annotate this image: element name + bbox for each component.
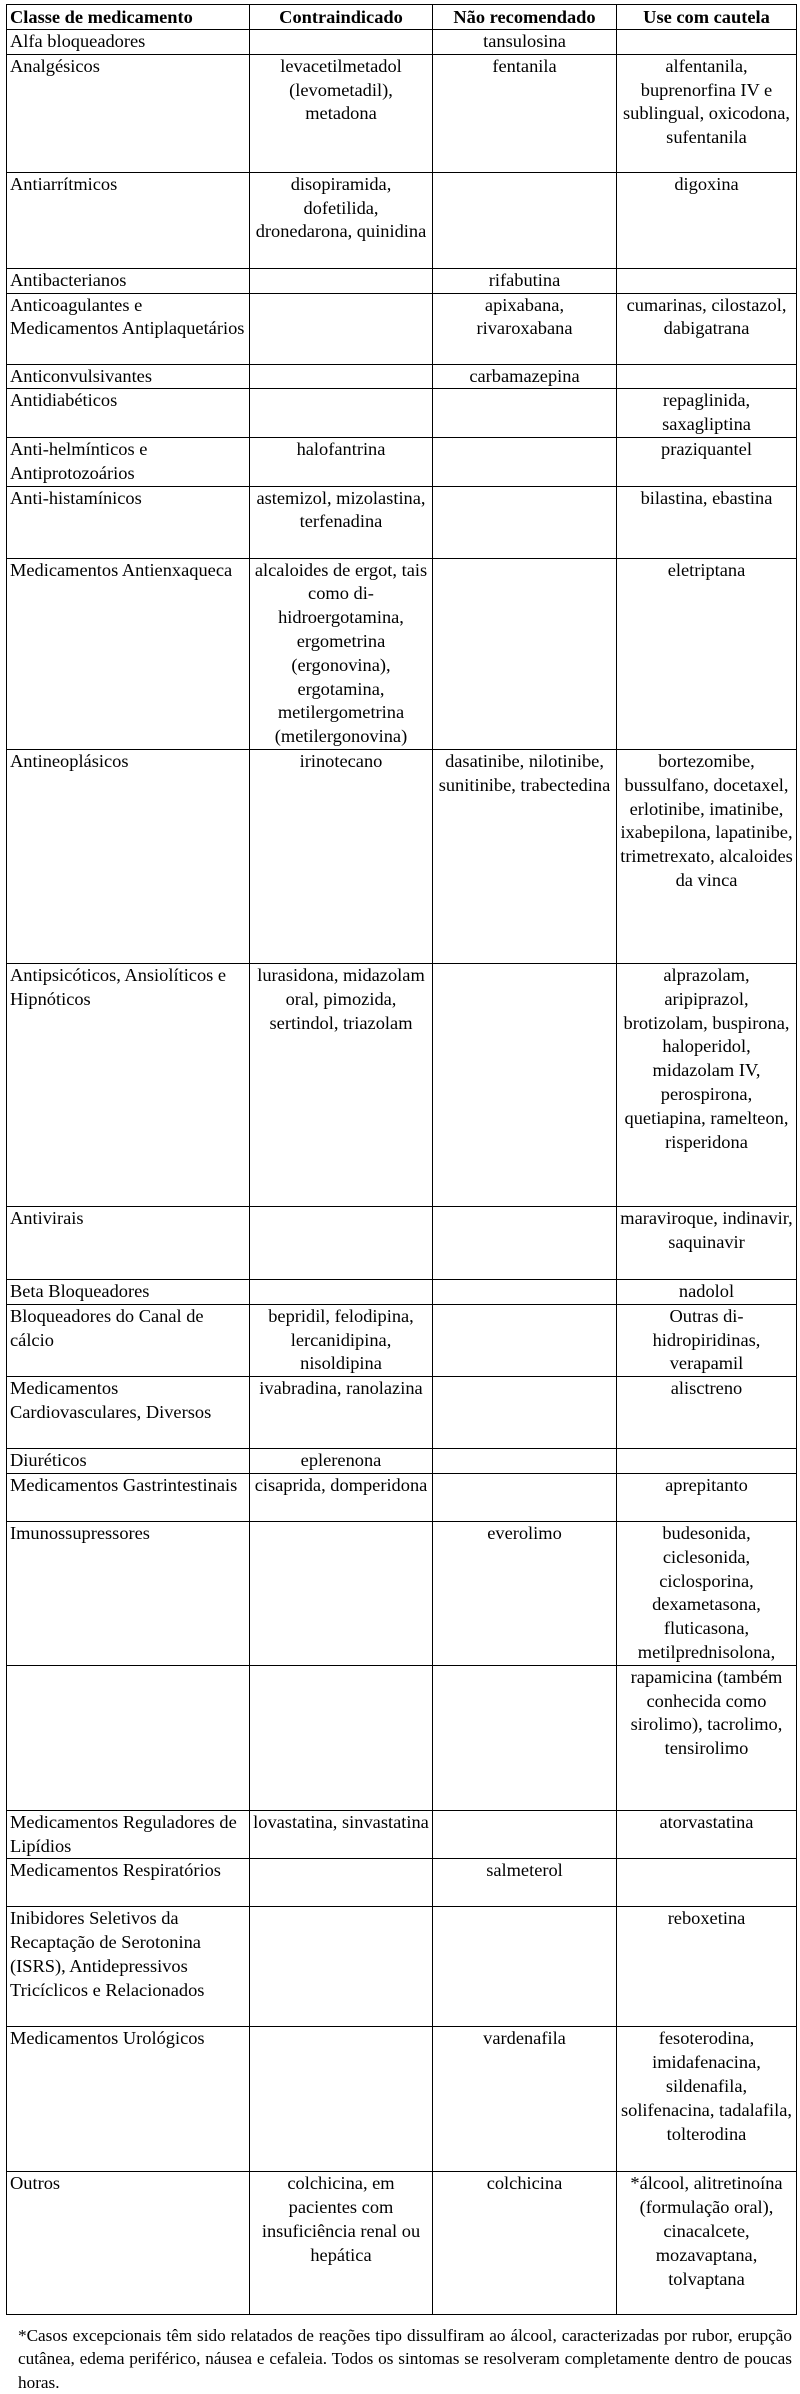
table-row — [7, 1377, 797, 1449]
table-row — [7, 1859, 797, 1907]
cell-drug-class: Imunossupressores — [7, 1521, 250, 1665]
cell-use-with-caution: alisctreno — [617, 1377, 797, 1449]
cell-contraindicated — [250, 30, 433, 55]
table-row — [7, 558, 797, 749]
cell-not-recommended: colchicina — [433, 2172, 617, 2315]
cell-use-with-caution: praziquantel — [617, 437, 797, 486]
cell-drug-class: Alfa bloqueadores — [7, 30, 250, 55]
cell-use-with-caution: Outras di-hidropiridinas, verapamil — [617, 1304, 797, 1376]
footnote: *Casos excepcionais têm sido relatados de reações tipo dissulfiram ao álcool, caracterizadas por rubor, erupção cutânea, edema periférico, náusea e cefaleia. Todos os sintomas se resolveram completamente dentro de poucas horas. — [18, 2326, 792, 2392]
cell-use-with-caution — [617, 364, 797, 389]
cell-use-with-caution: repaglinida, saxagliptina — [617, 389, 797, 438]
header-row — [7, 5, 797, 30]
table-row — [7, 1810, 797, 1859]
cell-use-with-caution: alfentanila, buprenorfina IV e sublingual, oxicodona, sufentanila — [617, 54, 797, 172]
cell-not-recommended: everolimo — [433, 1521, 617, 1665]
cell-drug-class: Beta Bloqueadores — [7, 1279, 250, 1304]
cell-not-recommended: carbamazepina — [433, 364, 617, 389]
cell-contraindicated — [250, 1279, 433, 1304]
table-row — [7, 1473, 797, 1521]
cell-contraindicated: lurasidona, midazolam oral, pimozida, sertindol, triazolam — [250, 963, 433, 1206]
cell-use-with-caution — [617, 1449, 797, 1474]
cell-not-recommended — [433, 389, 617, 438]
table-header — [7, 5, 797, 30]
cell-not-recommended — [433, 486, 617, 558]
table-row — [7, 437, 797, 486]
cell-use-with-caution: bortezomibe, bussulfano, docetaxel, erlotinibe, imatinibe, ixabepilona, lapatinibe, trimetrexato, alcaloides da vinca — [617, 749, 797, 963]
cell-use-with-caution: *álcool, alitretinoína (formulação oral), cinacalcete, mozavaptana, tolvaptana — [617, 2172, 797, 2315]
table-row — [7, 268, 797, 293]
cell-not-recommended: fentanila — [433, 54, 617, 172]
cell-use-with-caution: eletriptana — [617, 558, 797, 749]
cell-drug-class: Medicamentos Cardiovasculares, Diversos — [7, 1377, 250, 1449]
table-row — [7, 1907, 797, 2027]
cell-contraindicated — [250, 1665, 433, 1810]
cell-not-recommended — [433, 1810, 617, 1859]
cell-contraindicated: alcaloides de ergot, tais como di-hidroergotamina, ergometrina (ergonovina), ergotamina, metilergometrina (metilergonovina) — [250, 558, 433, 749]
cell-not-recommended: vardenafila — [433, 2027, 617, 2172]
table-row — [7, 389, 797, 438]
cell-not-recommended — [433, 1473, 617, 1521]
cell-not-recommended: rifabutina — [433, 268, 617, 293]
cell-use-with-caution: budesonida, ciclesonida, ciclosporina, dexametasona, fluticasona, metilprednisolona, — [617, 1521, 797, 1665]
cell-not-recommended — [433, 1304, 617, 1376]
cell-not-recommended — [433, 1449, 617, 1474]
cell-contraindicated — [250, 364, 433, 389]
cell-use-with-caution: bilastina, ebastina — [617, 486, 797, 558]
table-row — [7, 1304, 797, 1376]
cell-drug-class: Bloqueadores do Canal de cálcio — [7, 1304, 250, 1376]
cell-not-recommended — [433, 172, 617, 268]
header-use-with-caution: Use com cautela — [617, 5, 797, 30]
table-body — [7, 30, 797, 2315]
cell-drug-class: Analgésicos — [7, 54, 250, 172]
cell-contraindicated: bepridil, felodipina, lercanidipina, nisoldipina — [250, 1304, 433, 1376]
cell-drug-class — [7, 1665, 250, 1810]
cell-contraindicated: colchicina, em pacientes com insuficiência renal ou hepática — [250, 2172, 433, 2315]
cell-not-recommended — [433, 963, 617, 1206]
cell-drug-class: Inibidores Seletivos da Recaptação de Serotonina (ISRS), Antidepressivos Tricíclicos e Relacionados — [7, 1907, 250, 2027]
cell-drug-class: Antivirais — [7, 1206, 250, 1279]
header-drug-class: Classe de medicamento — [7, 5, 250, 30]
cell-contraindicated — [250, 293, 433, 364]
cell-drug-class: Antibacterianos — [7, 268, 250, 293]
cell-not-recommended: dasatinibe, nilotinibe, sunitinibe, trabectedina — [433, 749, 617, 963]
cell-not-recommended — [433, 1206, 617, 1279]
cell-contraindicated — [250, 1206, 433, 1279]
cell-drug-class: Anti-histamínicos — [7, 486, 250, 558]
cell-contraindicated: eplerenona — [250, 1449, 433, 1474]
cell-drug-class: Medicamentos Gastrintestinais — [7, 1473, 250, 1521]
cell-use-with-caution — [617, 1859, 797, 1907]
cell-use-with-caution: digoxina — [617, 172, 797, 268]
cell-drug-class: Antidiabéticos — [7, 389, 250, 438]
cell-contraindicated — [250, 1907, 433, 2027]
cell-not-recommended — [433, 437, 617, 486]
cell-drug-class: Antineoplásicos — [7, 749, 250, 963]
cell-use-with-caution: atorvastatina — [617, 1810, 797, 1859]
cell-drug-class: Diuréticos — [7, 1449, 250, 1474]
table-row — [7, 54, 797, 172]
table-row — [7, 749, 797, 963]
cell-drug-class: Anti-helmínticos e Antiprotozoários — [7, 437, 250, 486]
cell-not-recommended: salmeterol — [433, 1859, 617, 1907]
cell-not-recommended — [433, 1907, 617, 2027]
cell-drug-class: Medicamentos Respiratórios — [7, 1859, 250, 1907]
cell-drug-class: Anticoagulantes e Medicamentos Antiplaquetários — [7, 293, 250, 364]
cell-use-with-caution: reboxetina — [617, 1907, 797, 2027]
cell-contraindicated — [250, 268, 433, 293]
table-row — [7, 2172, 797, 2315]
cell-not-recommended: tansulosina — [433, 30, 617, 55]
cell-use-with-caution: fesoterodina, imidafenacina, sildenafila, solifenacina, tadalafila, tolterodina — [617, 2027, 797, 2172]
cell-drug-class: Medicamentos Reguladores de Lipídios — [7, 1810, 250, 1859]
cell-contraindicated: halofantrina — [250, 437, 433, 486]
cell-drug-class: Medicamentos Urológicos — [7, 2027, 250, 2172]
cell-use-with-caution: aprepitanto — [617, 1473, 797, 1521]
cell-not-recommended: apixabana, rivaroxabana — [433, 293, 617, 364]
cell-use-with-caution: alprazolam, aripiprazol, brotizolam, buspirona, haloperidol, midazolam IV, perospirona, quetiapina, ramelteon, risperidona — [617, 963, 797, 1206]
table-row — [7, 1206, 797, 1279]
drug-interaction-table — [6, 4, 797, 2315]
cell-contraindicated: ivabradina, ranolazina — [250, 1377, 433, 1449]
header-contraindicated: Contraindicado — [250, 5, 433, 30]
table-row — [7, 1449, 797, 1474]
cell-contraindicated — [250, 389, 433, 438]
cell-drug-class: Antipsicóticos, Ansiolíticos e Hipnóticos — [7, 963, 250, 1206]
table-row — [7, 1521, 797, 1665]
cell-drug-class: Outros — [7, 2172, 250, 2315]
cell-not-recommended — [433, 1665, 617, 1810]
cell-use-with-caution — [617, 268, 797, 293]
cell-drug-class: Medicamentos Antienxaqueca — [7, 558, 250, 749]
cell-contraindicated: irinotecano — [250, 749, 433, 963]
table-row — [7, 172, 797, 268]
cell-contraindicated — [250, 1521, 433, 1665]
table-row — [7, 364, 797, 389]
cell-drug-class: Anticonvulsivantes — [7, 364, 250, 389]
header-not-recommended: Não recomendado — [433, 5, 617, 30]
cell-contraindicated: astemizol, mizolastina, terfenadina — [250, 486, 433, 558]
table-row — [7, 486, 797, 558]
table-row — [7, 2027, 797, 2172]
cell-contraindicated — [250, 1859, 433, 1907]
table-row — [7, 30, 797, 55]
cell-use-with-caution: maraviroque, indinavir, saquinavir — [617, 1206, 797, 1279]
table-row — [7, 293, 797, 364]
cell-use-with-caution: nadolol — [617, 1279, 797, 1304]
cell-use-with-caution — [617, 30, 797, 55]
cell-not-recommended — [433, 558, 617, 749]
cell-contraindicated: levacetilmetadol (levometadil), metadona — [250, 54, 433, 172]
cell-not-recommended — [433, 1279, 617, 1304]
cell-contraindicated — [250, 2027, 433, 2172]
cell-contraindicated: lovastatina, sinvastatina — [250, 1810, 433, 1859]
cell-contraindicated: cisaprida, domperidona — [250, 1473, 433, 1521]
table-row — [7, 963, 797, 1206]
cell-not-recommended — [433, 1377, 617, 1449]
table-row — [7, 1665, 797, 1810]
table-row — [7, 1279, 797, 1304]
cell-use-with-caution: rapamicina (também conhecida como sirolimo), tacrolimo, tensirolimo — [617, 1665, 797, 1810]
cell-drug-class: Antiarrítmicos — [7, 172, 250, 268]
cell-use-with-caution: cumarinas, cilostazol, dabigatrana — [617, 293, 797, 364]
cell-contraindicated: disopiramida, dofetilida, dronedarona, quinidina — [250, 172, 433, 268]
